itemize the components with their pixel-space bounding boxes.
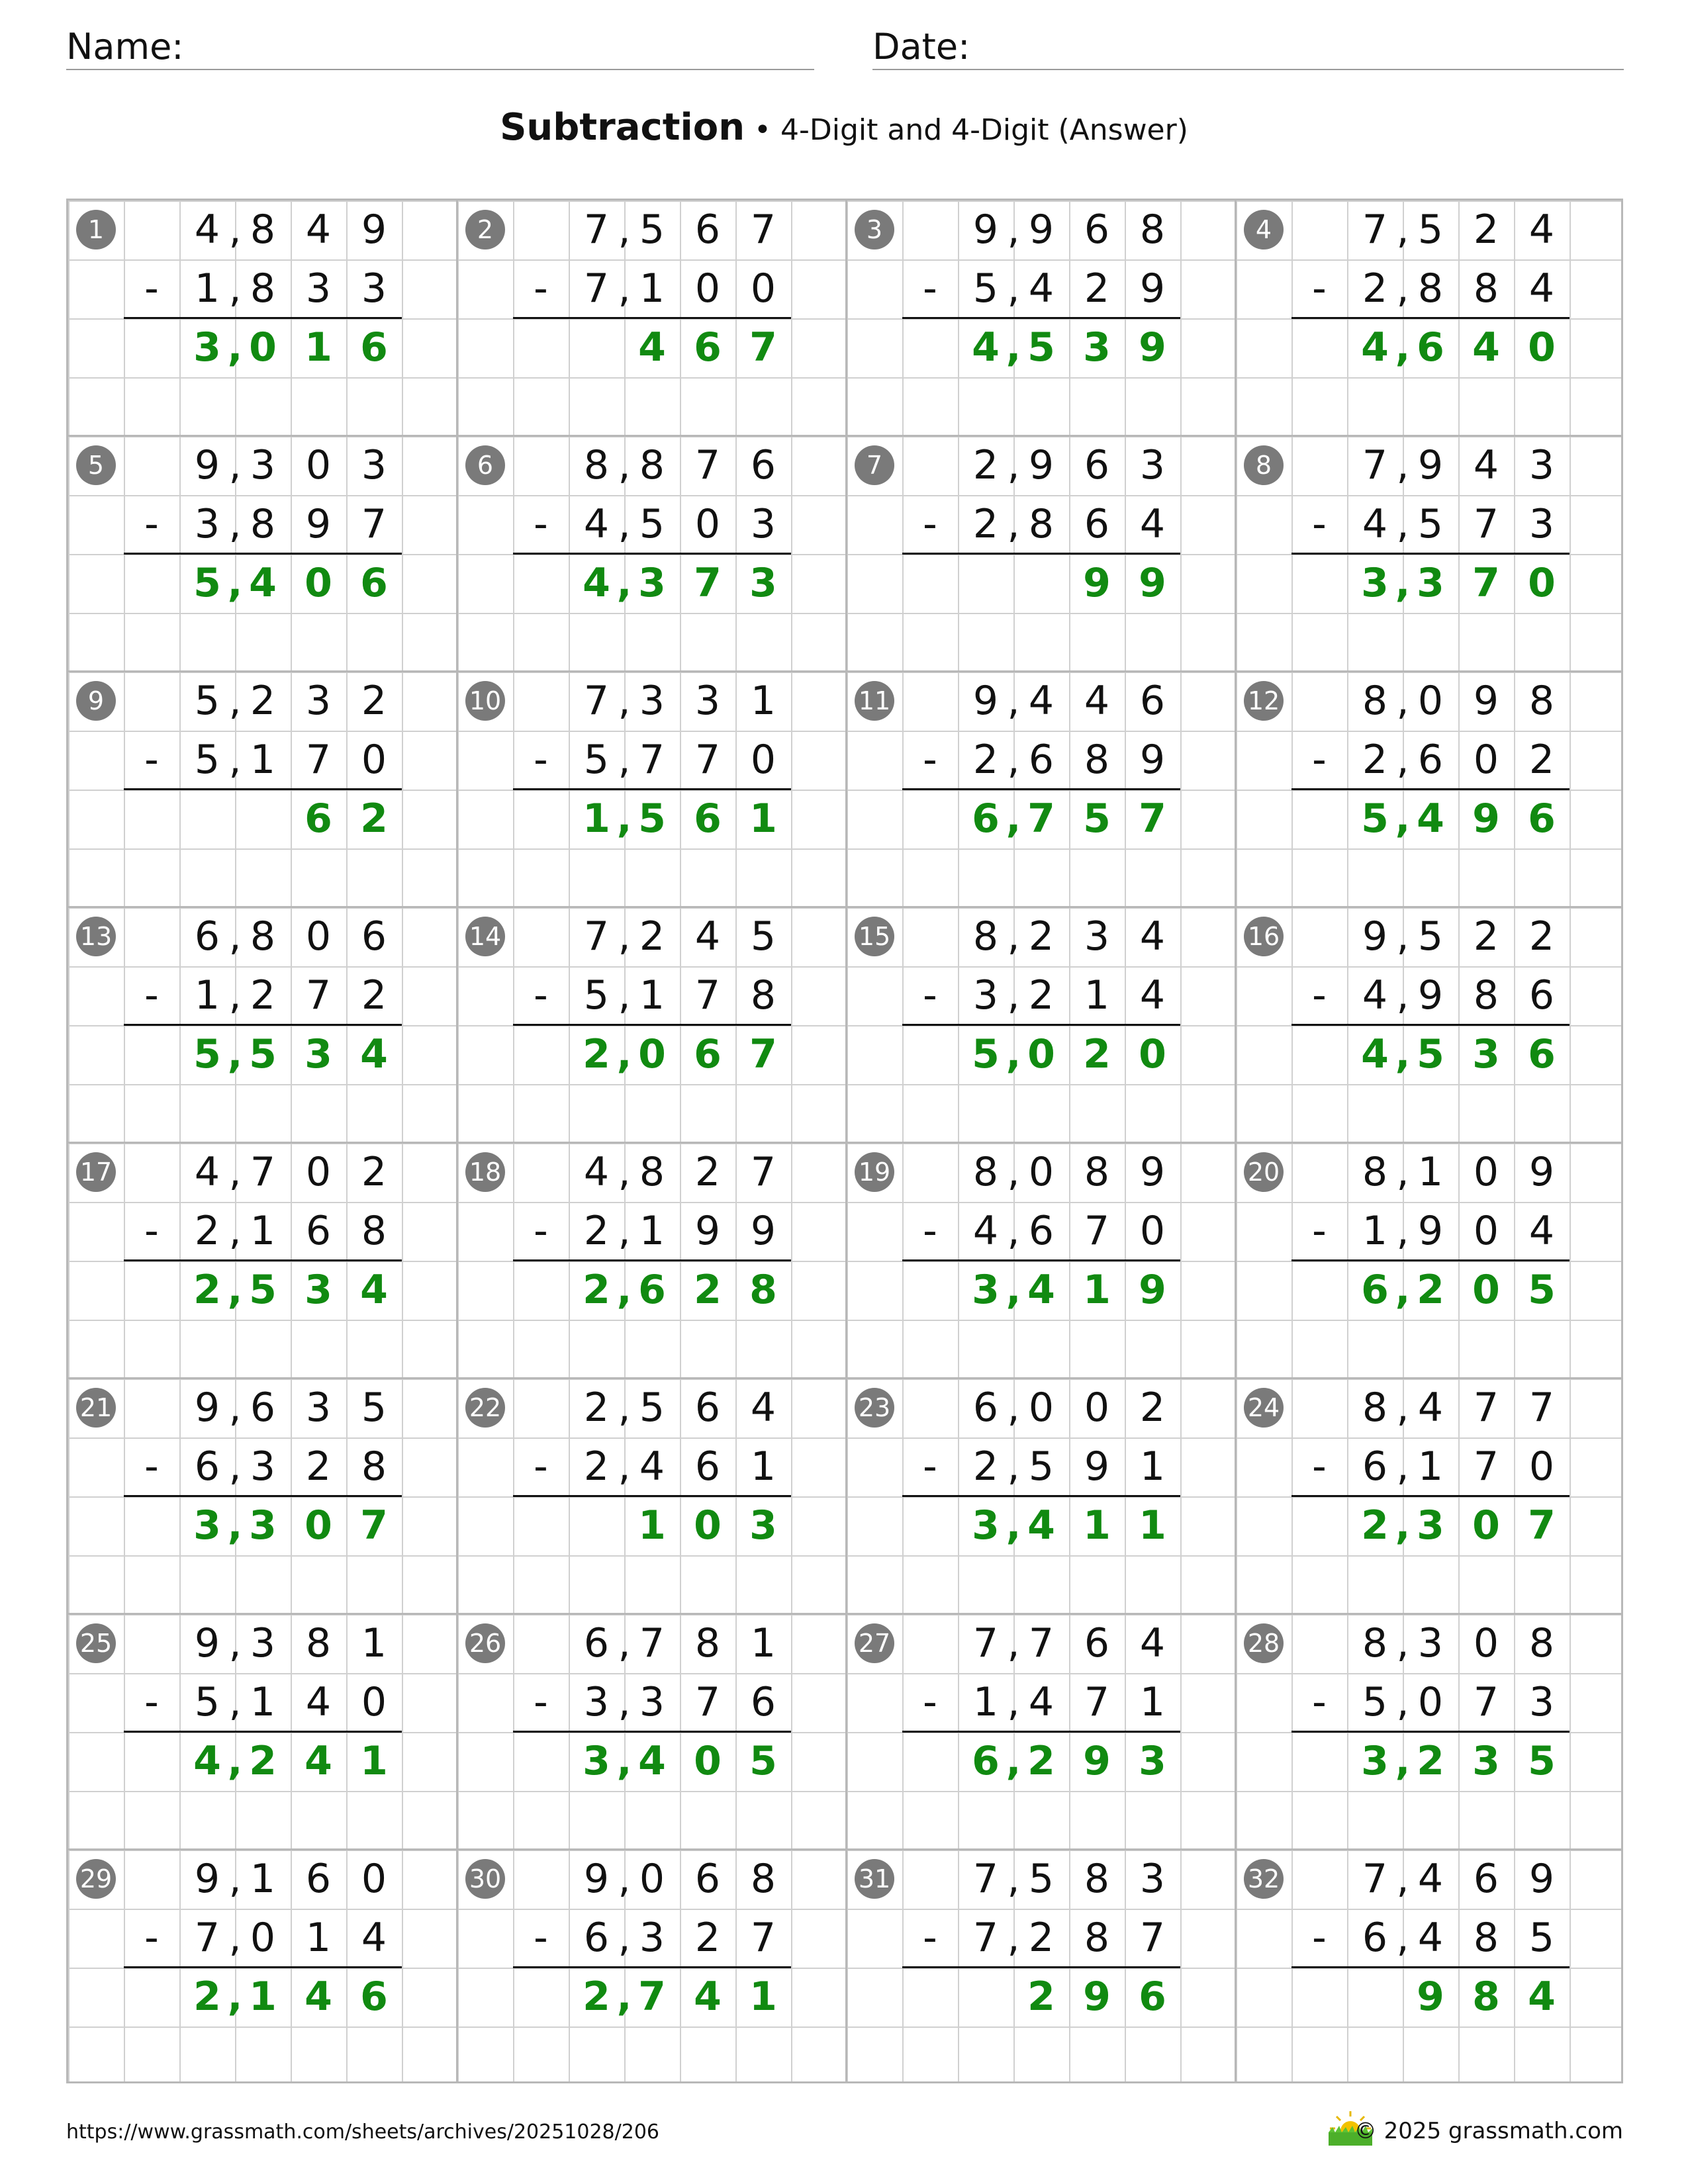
problem-10 [457,672,847,907]
title-sub: • 4-Digit and 4-Digit (Answer) [745,113,1188,147]
answer: 1 1 4 , 3 [972,1502,1166,1549]
problem-number-badge: 13 [76,917,116,956]
minus-sign: - [923,737,937,783]
problem-12 [1236,672,1625,907]
problem-number-badge: 17 [76,1152,116,1192]
minus-sign: - [144,265,159,312]
minus-sign: - [534,737,548,783]
problem-number-badge: 18 [465,1152,505,1192]
problem-number-badge: 30 [465,1859,505,1899]
problem-20 [1236,1143,1625,1379]
answer: 9 9 [1083,560,1166,606]
subtrahend: 0 0 1 , 7 [583,265,776,312]
problem-number-badge: 16 [1244,917,1284,956]
answer: 0 7 3 , 3 [1361,560,1556,606]
problem-number-badge: 10 [465,681,505,721]
answer: 7 6 4 [638,324,777,371]
subtrahend: 9 8 6 , 2 [972,737,1166,783]
minuend: 3 4 9 , 7 [1362,442,1555,488]
problem-number-badge: 7 [855,445,894,485]
minus-sign: - [923,265,937,312]
minus-sign: - [1312,501,1327,547]
minus-sign: - [534,1915,548,1961]
footer-url: https://www.grassmath.com/sheets/archives/20251028/206 [66,2120,660,2144]
problem-number-badge: 3 [855,210,894,250]
answer: 1 6 5 , 1 [583,796,777,842]
problem-number-badge: 26 [465,1623,505,1663]
minus-sign: - [144,737,159,783]
minuend: 0 6 1 , 9 [194,1856,387,1902]
subtrahend: 3 0 5 , 4 [583,501,776,547]
problem-number-badge: 21 [76,1388,116,1428]
problem-27 [847,1614,1236,1850]
problem-number-badge: 12 [1244,681,1284,721]
minuend: 9 0 1 , 8 [1362,1149,1555,1195]
name-line [66,69,814,70]
minuend: 2 3 2 , 5 [194,678,387,724]
problem-number-badge: 1 [76,210,116,250]
answer: 1 4 7 , 2 [583,1974,777,2020]
problem-number-badge: 31 [855,1859,894,1899]
problem-number-badge: 19 [855,1152,894,1192]
problem-7 [847,436,1236,672]
problem-grid [66,199,1623,2083]
minuend: 3 0 3 , 9 [194,442,387,488]
minuend: 5 3 6 , 9 [194,1385,387,1431]
subtrahend: 6 8 9 , 4 [1362,972,1555,1019]
problem-number-badge: 27 [855,1623,894,1663]
problem-number-badge: 15 [855,917,894,956]
problem-number-badge: 8 [1244,445,1284,485]
minus-sign: - [144,972,159,1019]
problem-17 [68,1143,457,1379]
minuend: 1 8 7 , 6 [583,1620,776,1666]
subtrahend: 8 7 1 , 5 [583,972,776,1019]
problem-number-badge: 23 [855,1388,894,1428]
title-main: Subtraction [500,106,745,149]
problem-22 [457,1379,847,1614]
answer: 1 4 2 , 4 [193,1738,388,1784]
answer: 4 3 5 , 5 [193,1031,388,1077]
problem-number-badge: 5 [76,445,116,485]
answer: 4 8 9 [1417,1974,1556,2020]
minus-sign: - [534,501,548,547]
subtrahend: 1 6 4 , 2 [583,1443,776,1490]
minus-sign: - [1312,972,1327,1019]
minuend: 7 6 5 , 7 [583,206,776,253]
problem-31 [847,1850,1236,2085]
minus-sign: - [923,1443,937,1490]
minuend: 8 9 0 , 8 [1362,678,1555,724]
minus-sign: - [923,501,937,547]
problem-30 [457,1850,847,2085]
answer: 5 0 2 , 6 [1361,1267,1556,1313]
date-line [872,69,1624,70]
problem-29 [68,1850,457,2085]
minus-sign: - [534,1443,548,1490]
subtrahend: 7 2 3 , 6 [583,1915,776,1961]
minuend: 9 6 4 , 7 [1362,1856,1555,1902]
problem-24 [1236,1379,1625,1614]
answer: 7 0 3 , 2 [1361,1502,1556,1549]
minuend: 8 6 9 , 9 [972,206,1166,253]
subtrahend: 0 4 1 , 5 [194,1679,387,1725]
answer: 5 0 4 , 3 [583,1738,777,1784]
subtrahend: 7 9 8 , 3 [194,501,387,547]
problem-18 [457,1143,847,1379]
minus-sign: - [534,972,548,1019]
minus-sign: - [1312,265,1327,312]
answer: 9 1 4 , 3 [972,1267,1166,1313]
subtrahend: 3 3 8 , 1 [194,265,387,312]
minuend: 6 4 4 , 9 [972,678,1166,724]
answer: 6 0 4 , 5 [193,560,388,606]
answer: 2 6 [305,796,388,842]
date-label: Date: [872,26,970,68]
subtrahend: 2 7 2 , 1 [194,972,387,1019]
minus-sign: - [923,1915,937,1961]
answer: 3 7 3 , 4 [583,560,777,606]
minuend: 1 8 3 , 9 [194,1620,387,1666]
subtrahend: 4 0 9 , 1 [1362,1208,1555,1254]
problem-number-badge: 9 [76,681,116,721]
subtrahend: 6 7 3 , 3 [583,1679,776,1725]
problem-number-badge: 2 [465,210,505,250]
problem-9 [68,672,457,907]
problem-number-badge: 24 [1244,1388,1284,1428]
problem-3 [847,201,1236,436]
subtrahend: 1 7 4 , 1 [972,1679,1166,1725]
minus-sign: - [534,1679,548,1725]
subtrahend: 3 7 0 , 5 [1362,1679,1555,1725]
minuend: 2 2 5 , 9 [1362,913,1555,960]
minuend: 7 7 4 , 8 [1362,1385,1555,1431]
problem-number-badge: 25 [76,1623,116,1663]
problem-14 [457,907,847,1143]
minuend: 4 2 5 , 7 [1362,206,1555,253]
footer-copyright: © 2025 grassmath.com [1354,2118,1623,2144]
answer: 0 2 0 , 5 [972,1031,1166,1077]
minuend: 4 6 7 , 7 [972,1620,1166,1666]
minus-sign: - [923,1208,937,1254]
answer: 0 4 6 , 4 [1361,324,1556,371]
minuend: 3 8 5 , 7 [972,1856,1166,1902]
minuend: 6 7 8 , 8 [583,442,776,488]
problem-number-badge: 6 [465,445,505,485]
problem-number-badge: 29 [76,1859,116,1899]
answer: 6 3 5 , 4 [1361,1031,1556,1077]
problem-15 [847,907,1236,1143]
minuend: 4 6 5 , 2 [583,1385,776,1431]
minus-sign: - [144,1679,159,1725]
problem-number-badge: 32 [1244,1859,1284,1899]
minus-sign: - [1312,1443,1327,1490]
worksheet-title [0,106,1688,149]
minus-sign: - [144,1443,159,1490]
minus-sign: - [144,501,159,547]
subtrahend: 0 7 1 , 5 [194,737,387,783]
answer: 3 9 2 , 6 [972,1738,1166,1784]
problem-5 [68,436,457,672]
answer: 6 4 1 , 2 [193,1974,388,2020]
problem-1 [68,201,457,436]
answer: 5 3 2 , 3 [1361,1738,1556,1784]
problem-number-badge: 22 [465,1388,505,1428]
problem-32 [1236,1850,1625,2085]
answer: 9 3 5 , 4 [972,324,1166,371]
problem-number-badge: 11 [855,681,894,721]
subtrahend: 4 8 8 , 2 [1362,265,1555,312]
problem-11 [847,672,1236,907]
minus-sign: - [144,1915,159,1961]
problem-16 [1236,907,1625,1143]
minuend: 9 4 8 , 4 [194,206,387,253]
problem-21 [68,1379,457,1614]
problem-8 [1236,436,1625,672]
subtrahend: 8 6 1 , 2 [194,1208,387,1254]
subtrahend: 9 9 1 , 2 [583,1208,776,1254]
problem-26 [457,1614,847,1850]
minuend: 6 0 8 , 6 [194,913,387,960]
subtrahend: 0 7 7 , 5 [583,737,776,783]
minuend: 9 8 0 , 8 [972,1149,1166,1195]
subtrahend: 0 7 1 , 6 [1362,1443,1555,1490]
answer: 4 3 5 , 2 [193,1267,388,1313]
minus-sign: - [923,972,937,1019]
answer: 3 0 1 [638,1502,777,1549]
subtrahend: 8 2 3 , 6 [194,1443,387,1490]
answer: 7 5 7 , 6 [972,796,1166,842]
minuend: 2 0 7 , 4 [194,1149,387,1195]
subtrahend: 4 1 2 , 3 [972,972,1166,1019]
minus-sign: - [534,265,548,312]
minuend: 1 3 3 , 7 [583,678,776,724]
problem-2 [457,201,847,436]
subtrahend: 2 0 6 , 2 [1362,737,1555,783]
answer: 7 6 0 , 2 [583,1031,777,1077]
problem-28 [1236,1614,1625,1850]
date-field[interactable] [872,24,1624,70]
subtrahend: 4 1 0 , 7 [194,1915,387,1961]
minuend: 2 0 0 , 6 [972,1385,1166,1431]
subtrahend: 4 6 8 , 2 [972,501,1166,547]
answer: 6 1 0 , 3 [193,324,388,371]
subtrahend: 0 7 6 , 4 [972,1208,1166,1254]
minus-sign: - [1312,737,1327,783]
problem-4 [1236,201,1625,436]
problem-number-badge: 14 [465,917,505,956]
minuend: 3 6 9 , 2 [972,442,1166,488]
minus-sign: - [1312,1915,1327,1961]
name-label: Name: [66,26,184,68]
answer: 6 9 4 , 5 [1361,796,1556,842]
subtrahend: 3 7 5 , 4 [1362,501,1555,547]
problem-25 [68,1614,457,1850]
minus-sign: - [534,1208,548,1254]
problem-6 [457,436,847,672]
subtrahend: 7 8 2 , 7 [972,1915,1166,1961]
minuend: 8 6 0 , 9 [583,1856,776,1902]
problem-number-badge: 28 [1244,1623,1284,1663]
minuend: 8 0 3 , 8 [1362,1620,1555,1666]
answer: 7 0 3 , 3 [193,1502,388,1549]
minus-sign: - [1312,1679,1327,1725]
subtrahend: 9 2 4 , 5 [972,265,1166,312]
subtrahend: 1 9 5 , 2 [972,1443,1166,1490]
minus-sign: - [923,1679,937,1725]
answer: 6 9 2 [1027,1974,1166,2020]
minuend: 5 4 2 , 7 [583,913,776,960]
minuend: 7 2 8 , 4 [583,1149,776,1195]
minus-sign: - [144,1208,159,1254]
subtrahend: 5 8 4 , 6 [1362,1915,1555,1961]
minuend: 4 3 2 , 8 [972,913,1166,960]
answer: 8 2 6 , 2 [583,1267,777,1313]
minus-sign: - [1312,1208,1327,1254]
problem-23 [847,1379,1236,1614]
problem-13 [68,907,457,1143]
problem-number-badge: 4 [1244,210,1284,250]
name-field[interactable] [66,24,814,70]
problem-19 [847,1143,1236,1379]
problem-number-badge: 20 [1244,1152,1284,1192]
